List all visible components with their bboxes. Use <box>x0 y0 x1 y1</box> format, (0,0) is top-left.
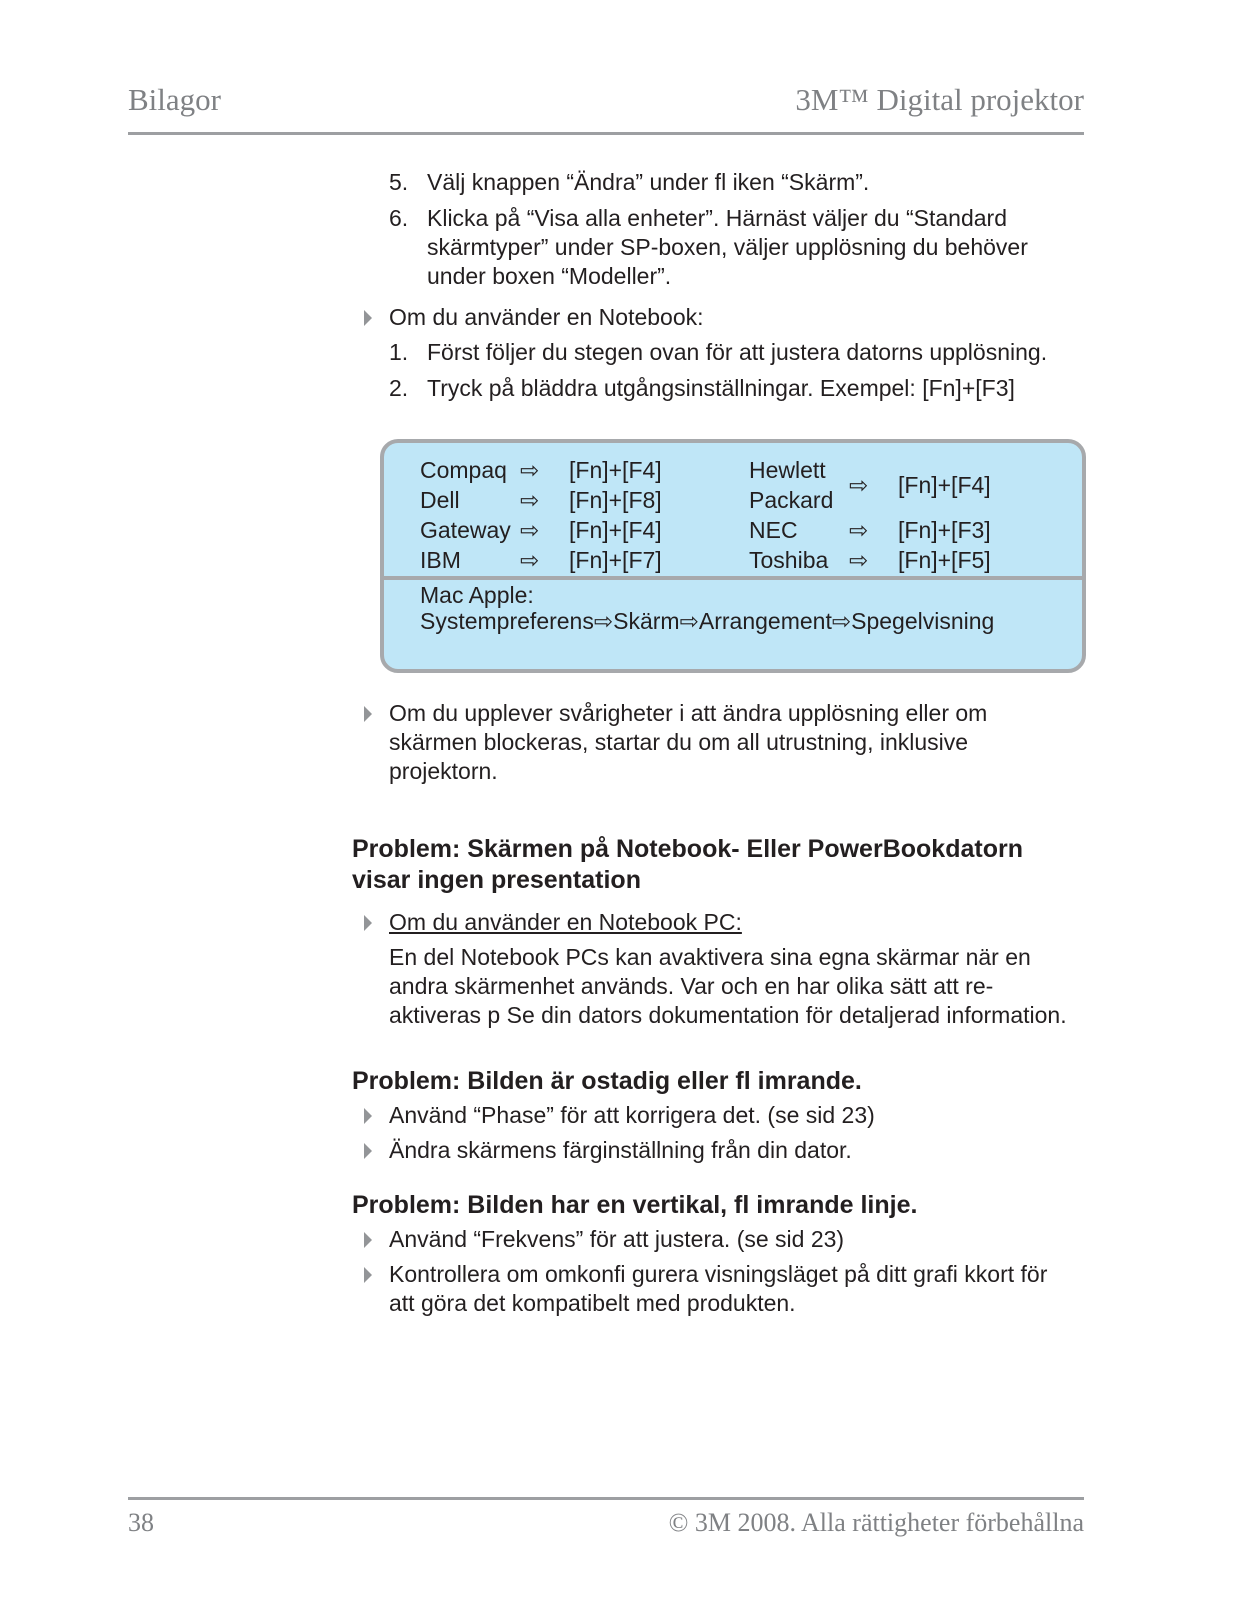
brand-packard: Packard <box>749 487 834 513</box>
product-title: 3M™ Digital projektor <box>795 82 1084 117</box>
key-dell: [Fn]+[F8] <box>569 487 662 513</box>
bullet-item: Kontrollera om omkonfi gurera visningsläget på ditt grafi kkort för att göra det kompatibelt med produkten. <box>352 1260 1112 1318</box>
key-hp: [Fn]+[F4] <box>898 472 991 498</box>
bullet-item: Om du upplever svårigheter i att ändra upplösning eller om skärmen blockeras, startar du om all utrustning, inklusive projektorn. <box>352 699 1112 786</box>
mac-path: Systempreferens⇨Skärm⇨Arrangement⇨Spegelvisning <box>420 608 995 634</box>
brand-toshiba: Toshiba <box>749 547 829 573</box>
arrow-icon: ⇨ <box>831 608 852 634</box>
arrow-icon: ⇨ <box>520 547 540 573</box>
page-header <box>128 80 1084 135</box>
bullet-item: Ändra skärmens färginställning från din dator. <box>352 1136 1112 1165</box>
brand-nec: NEC <box>749 517 798 543</box>
brand-gateway: Gateway <box>420 517 511 543</box>
key-nec: [Fn]+[F3] <box>898 517 991 543</box>
bullet-arrow-icon <box>364 310 372 326</box>
arrow-icon: ⇨ <box>520 457 540 483</box>
bullet-item: Använd “Frekvens” för att justera. (se sid 23) <box>352 1225 1112 1254</box>
arrow-icon: ⇨ <box>593 608 614 634</box>
page-footer <box>128 1497 1084 1537</box>
mac-title: Mac Apple: <box>420 582 534 608</box>
section-title: Bilagor <box>128 82 221 117</box>
brand-hewlett: Hewlett <box>749 457 826 483</box>
box-divider <box>384 576 1082 580</box>
step-item: 6. Klicka på “Visa alla enheter”. Härnäst väljer du “Standard skärmtyper” under SP-boxen, väljer upplösning du behöver under boxen “Modeller”. <box>389 205 1028 289</box>
key-ibm: [Fn]+[F7] <box>569 547 662 573</box>
arrow-icon: ⇨ <box>849 517 869 543</box>
bullet-arrow-icon <box>364 706 372 722</box>
bullet-item: Om du använder en Notebook: <box>352 303 1112 332</box>
key-gateway: [Fn]+[F4] <box>569 517 662 543</box>
step-item: 5. Välj knappen “Ändra” under fl iken “Skärm”. <box>389 169 870 195</box>
arrow-icon: ⇨ <box>849 547 869 573</box>
arrow-icon: ⇨ <box>520 517 540 543</box>
bullet-arrow-icon <box>364 1143 372 1159</box>
bullet-arrow-icon <box>364 1267 372 1283</box>
problem-heading: Problem: Bilden har en vertikal, fl imrande linje. <box>352 1191 918 1219</box>
arrow-icon: ⇨ <box>520 487 540 513</box>
key-toshiba: [Fn]+[F5] <box>898 547 991 573</box>
bullet-item: Använd “Phase” för att korrigera det. (se sid 23) <box>352 1101 1112 1130</box>
brand-dell: Dell <box>420 487 460 513</box>
mac-instructions <box>420 582 994 634</box>
brand-ibm: IBM <box>420 547 461 573</box>
bullet-item: Om du använder en Notebook PC: <box>352 908 1112 937</box>
arrow-icon: ⇨ <box>679 608 699 634</box>
hotkey-box <box>380 439 1086 673</box>
step-item: 2. Tryck på bläddra utgångsinställningar. Exempel: [Fn]+[F3] <box>389 375 1015 401</box>
problem-heading: Problem: Bilden är ostadig eller fl imrande. <box>352 1067 862 1095</box>
page-number: 38 <box>128 1508 154 1537</box>
paragraph: En del Notebook PCs kan avaktivera sina egna skärmar när en andra skärmenhet används. Var och en har olika sätt att re- aktiveras p Se din dators dokumentation för detaljerad information. <box>389 944 1067 1028</box>
key-compaq: [Fn]+[F4] <box>569 457 662 483</box>
main-content <box>352 168 1112 1324</box>
step-item: 1. Först följer du stegen ovan för att justera datorns upplösning. <box>389 339 1048 365</box>
bullet-arrow-icon <box>364 1232 372 1248</box>
problem-heading: Problem: Skärmen på Notebook- Eller PowerBookdatorn visar ingen presentation <box>352 835 1023 894</box>
bullet-arrow-icon <box>364 915 372 931</box>
arrow-icon: ⇨ <box>849 472 869 498</box>
bullet-arrow-icon <box>364 1108 372 1124</box>
copyright: © 3M 2008. Alla rättigheter förbehållna <box>668 1508 1084 1537</box>
brand-compaq: Compaq <box>420 457 507 483</box>
